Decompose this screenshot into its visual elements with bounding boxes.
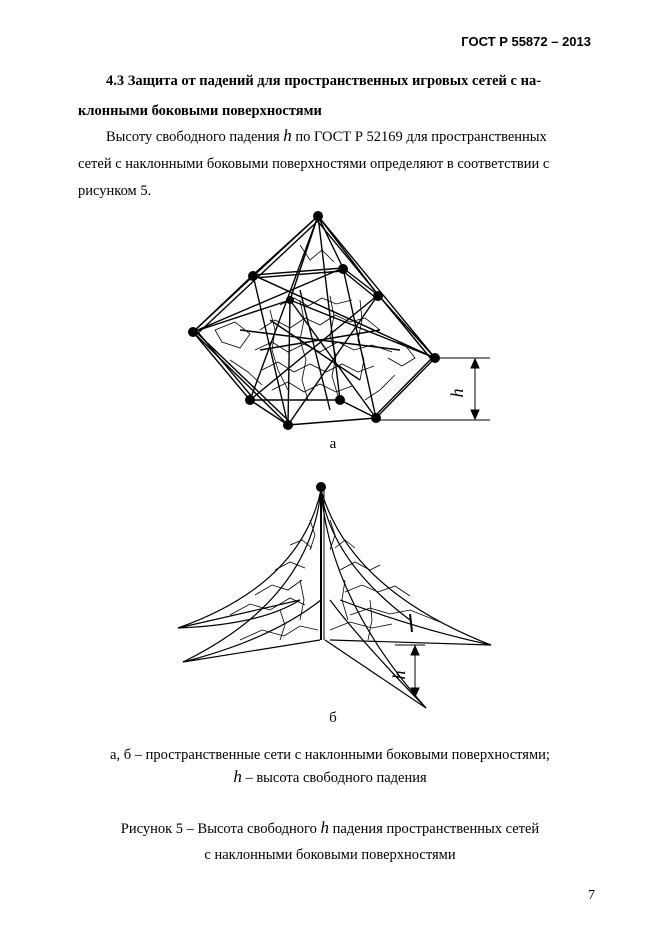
legend-line-2-text: – высота свободного падения: [241, 770, 427, 786]
paragraph-text-b: по ГОСТ Р 52169 для пространственных: [291, 129, 547, 145]
figure-a-dimension-h: [380, 358, 490, 420]
figure-label-b: б: [329, 710, 337, 726]
legend-line-2: [60, 766, 600, 789]
caption-text-b: падения пространственных сетей: [329, 821, 540, 837]
standard-code: ГОСТ Р 55872 – 2013: [461, 34, 591, 49]
figure-a-dim-label: h: [447, 388, 467, 398]
paragraph-line-3: рисунком 5.: [78, 183, 152, 199]
paragraph-text-a: Высоту свободного падения: [106, 129, 284, 145]
caption-variable-h: h: [320, 818, 330, 837]
paragraph-line-2: сетей с наклонными боковыми поверхностями определяют в соответствии с: [78, 156, 550, 172]
figure-label-a: а: [329, 436, 337, 452]
legend-variable-h: h: [233, 767, 242, 786]
section-title-line-1: 4.3 Защита от падений для пространственных игровых сетей с на-: [106, 73, 542, 89]
section-title-line-2: клонными боковыми поверхностями: [78, 103, 322, 119]
caption-line-2: с наклонными боковыми поверхностями: [204, 847, 456, 863]
caption-text-a: Рисунок 5 – Высота свободного: [120, 821, 321, 837]
legend-line-1: а, б – пространственные сети с наклонными боковыми поверхностями;: [110, 747, 550, 763]
figure-caption: [60, 815, 600, 868]
variable-h: h: [283, 126, 292, 145]
figure-legend: [60, 745, 600, 789]
figure-b-dim-label: h: [389, 670, 409, 680]
figure-b-cone-net: [178, 482, 491, 708]
page-number: 7: [588, 888, 595, 903]
figure-a-octahedron-net: [188, 211, 440, 430]
caption-line-1: [60, 815, 600, 842]
